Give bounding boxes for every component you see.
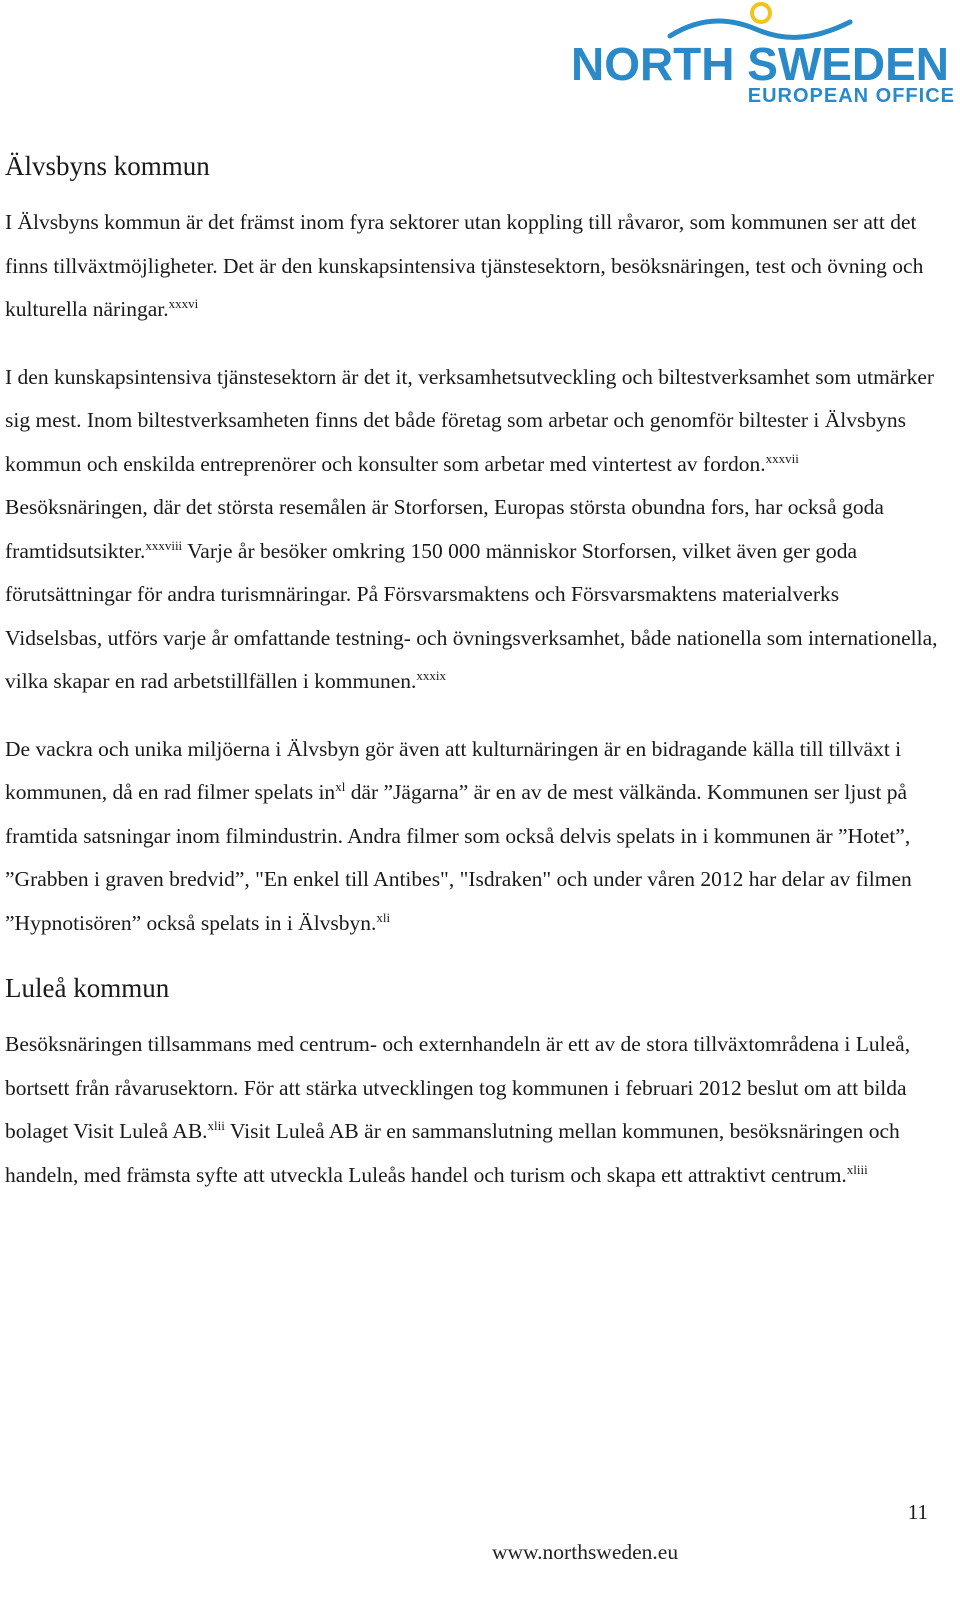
footnote-marker: xxxvi [168, 295, 199, 311]
page-number: 11 [907, 1500, 928, 1524]
paragraph: Besöksnäringen tillsammans med centrum- och externhandeln är ett av de stora tillväxtområdena i Luleå, bortsett från råvarusektorn. För att stärka utvecklingen tog kommunen i februari 2012 beslut om att bilda bolaget Visit Luleå AB.$^{xlii}$ Visit Luleå AB är en sammanslutning mellan kommunen, besöksnäringen och handeln, med främsta syfte att utveckla Luleås handel och turism och skapa ett attraktivt centrum.$^{xliii}$ [5, 1032, 911, 1187]
footer-url[interactable]: www.northsweden.eu [492, 1540, 679, 1564]
footnote-marker: xl [335, 778, 346, 794]
paragraph: I den kunskapsintensiva tjänstesektorn är det it, verksamhetsutveckling och biltestverksamhet som utmärker sig mest. Inom biltestverksamheten finns det både företag som arbetar och genomför biltester i Älvsbyns kommun och enskilda entreprenörer och konsulter som arbetar med vintertest av fordon.$^{xxxvii}$ Besöksnäringen, där det största resemålen är Storforsen, Europas största obundna fors, har också goda framtidsutsikter.$^{xxxviii}$ Varje år besöker omkring 150 000 människor Storforsen, vilket även ger goda förutsättningar för andra turismnäringar. På Försvarsmaktens och Försvarsmaktens materialverks Vidselsbas, utförs varje år omfattande testning- och övningsverksamhet, både nationella som internationella, vilka skapar en rad arbetstillfällen i kommunen.$^{xxxix}$ [5, 364, 938, 693]
paragraph: I Älvsbyns kommun är det främst inom fyra sektorer utan koppling till råvaror, som kommunen ser att det finns tillväxtmöjligheter. Det är den kunskapsintensiva tjänstesektorn, besöksnäringen, test och övning och kulturella näringar.$^{xxxvi}$ [5, 210, 924, 321]
north-sweden-logo [560, 0, 960, 110]
paragraph: De vackra och unika miljöerna i Älvsbyn gör även att kulturnäringen är en bidragande källa till tillväxt i kommunen, då en rad filmer spelats $in^{xl}$ där ”Jägarna” är en av de mest välkända. Kommunen ser ljust på framtida satsningar inom filmindustrin. Andra filmer som också delvis spelats in i kommunen är ”Hotet”, ”Grabben i graven bredvid”, "En enkel till Antibes", "Isdraken" och under våren 2012 har delar av filmen ”Hypnotisören” också spelats in i Älvsbyn.$^{xli}$ [5, 736, 912, 935]
footnote-marker: xliii [846, 1161, 868, 1177]
logo-title-text: NORTH SWEDEN [571, 38, 949, 90]
footnote-marker: xxxviii [145, 537, 183, 553]
section-heading: Luleå kommun [5, 973, 170, 1003]
document-body [5, 146, 940, 1197]
logo-subtitle: EUROPEAN OFFICE [747, 85, 955, 107]
footnote-marker: xlii [207, 1117, 225, 1133]
section-heading: Älvsbyns kommun [5, 151, 210, 181]
footnote-marker: xxxix [416, 667, 446, 683]
footnote-marker: xli [376, 909, 391, 925]
footnote-marker: xxxvii [765, 450, 799, 466]
